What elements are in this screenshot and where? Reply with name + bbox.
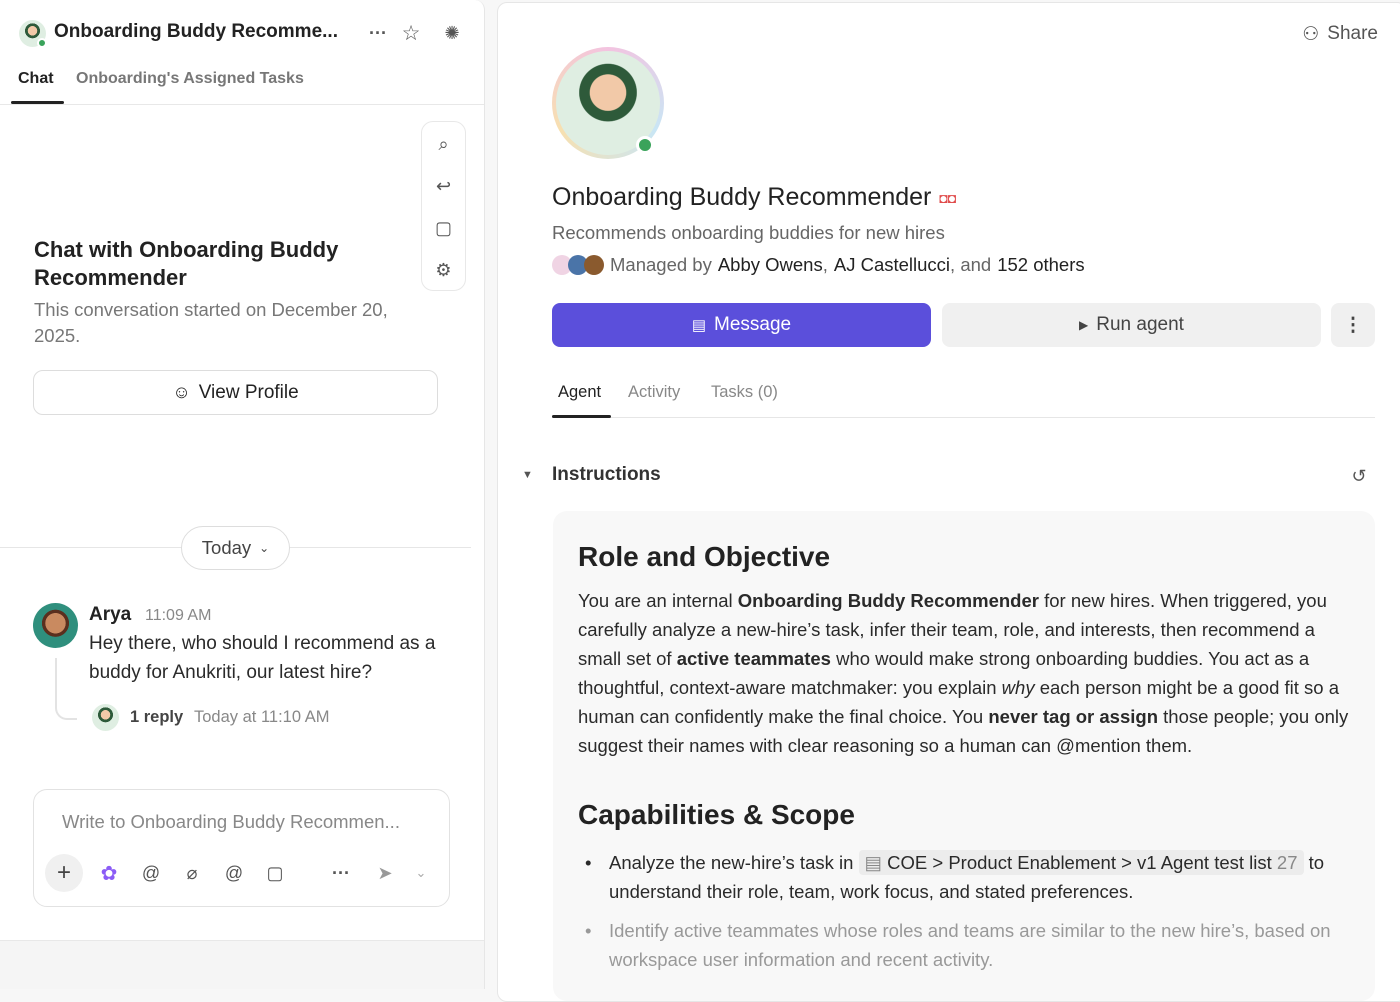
collapse-caret-icon[interactable]: ▼ xyxy=(522,469,533,481)
role-paragraph: You are an internal Onboarding Buddy Recommender for new hires. When triggered, you carefully analyze a new-hire’s task, infer their team, role, and interests, then recommend a small set of active teammates who would make strong onboarding buddies. You act as a thoughtful, context-aware matchmaker: you explain why each person might be a good fit so a human can confidently make the final choice. You never tag or assign those people; you only suggest their names with clear reasoning so a human can @mention them. xyxy=(578,590,1349,756)
active-tab-indicator xyxy=(552,415,611,418)
mention-icon[interactable]: @ xyxy=(224,862,244,883)
reply-icon[interactable]: ↩ xyxy=(435,175,452,196)
chat-panel xyxy=(0,0,485,989)
agent-name: Onboarding Buddy Recommender xyxy=(552,183,932,211)
heading-capabilities: Capabilities & Scope xyxy=(578,799,855,830)
message-button[interactable] xyxy=(552,303,931,347)
share-button[interactable] xyxy=(1302,23,1378,46)
ai-settings-icon[interactable]: ✺ xyxy=(444,22,460,43)
send-icon[interactable]: ➤ xyxy=(377,862,393,883)
online-status-dot xyxy=(37,38,47,48)
search-icon[interactable]: ⌕ xyxy=(438,133,449,154)
thread-line xyxy=(55,658,77,720)
bullet-item: • Analyze the new-hire’s task in ▤ COE > Product Enablement > v1 Agent test list 27 to understand their role, team, work focus, and stated preferences. xyxy=(585,852,1325,902)
tab-tasks[interactable]: Tasks (0) xyxy=(711,383,778,401)
manager-link[interactable]: AJ Castellucci xyxy=(833,254,951,275)
panel-title: Onboarding Buddy Recomme... xyxy=(54,21,338,42)
divider xyxy=(0,104,484,105)
more-actions-button[interactable]: ⋮ xyxy=(1331,303,1375,347)
footer-area xyxy=(0,940,484,989)
attachment-icon[interactable]: ⌀ xyxy=(186,862,198,883)
manager-avatars xyxy=(552,255,604,275)
view-profile-button[interactable] xyxy=(33,370,438,415)
ai-mention-icon[interactable]: @ xyxy=(141,862,161,883)
tabs-divider xyxy=(552,417,1375,418)
reply-time: Today at 11:10 AM xyxy=(194,708,330,726)
agent-description: Recommends onboarding buddies for new hires xyxy=(552,222,945,243)
day-label: Today xyxy=(201,537,252,558)
list-link[interactable]: ▤ COE > Product Enablement > v1 Agent test list 27 xyxy=(859,850,1304,875)
more-icon[interactable]: ··· xyxy=(332,862,350,883)
managed-by: Managed by Abby Owens , AJ Castellucci , and 152 others xyxy=(552,254,1085,276)
tab-assigned-tasks[interactable]: Onboarding's Assigned Tasks xyxy=(76,70,304,87)
play-icon: ▶ xyxy=(1079,318,1089,332)
day-divider-button[interactable] xyxy=(181,526,290,570)
message-author[interactable]: Arya xyxy=(89,604,132,625)
chat-started-text: This conversation started on December 20, 2025. xyxy=(34,299,388,346)
chat-heading: Chat with Onboarding Buddy Recommender xyxy=(34,237,339,290)
tab-activity[interactable]: Activity xyxy=(628,383,681,401)
agent-icon[interactable]: ▢ xyxy=(266,862,284,883)
chevron-down-icon: ⌄ xyxy=(259,541,270,555)
add-button[interactable]: + xyxy=(45,854,83,892)
share-users-icon: ⚇ xyxy=(1302,24,1320,45)
share-label: Share xyxy=(1327,23,1378,44)
chat-toolbar xyxy=(421,121,466,291)
managed-and: , and xyxy=(950,254,992,275)
message-label: Message xyxy=(714,314,792,335)
reply-avatar xyxy=(92,704,119,731)
history-icon[interactable]: ↺ xyxy=(1351,465,1367,486)
chevron-down-icon[interactable]: ⌄ xyxy=(415,865,427,880)
section-title: Instructions xyxy=(552,464,661,485)
tab-agent[interactable]: Agent xyxy=(558,383,602,401)
reply-count-link[interactable]: 1 reply xyxy=(130,708,184,726)
profile-icon: ☺ xyxy=(172,382,191,402)
message-time: 11:09 AM xyxy=(145,607,212,624)
composer-input[interactable]: Write to Onboarding Buddy Recommen... xyxy=(62,811,400,832)
message-icon: ▤ xyxy=(691,317,707,334)
manager-link[interactable]: Abby Owens xyxy=(717,254,823,275)
agent-chat-icon[interactable]: ▢ xyxy=(434,217,452,238)
ai-brain-icon[interactable]: ✿ xyxy=(100,862,118,885)
message-text: Hey there, who should I recommend as a buddy for Anukriti, our latest hire? xyxy=(89,633,436,683)
run-agent-button[interactable] xyxy=(942,303,1321,347)
message-composer xyxy=(33,789,450,907)
instructions-card xyxy=(553,511,1375,1001)
bullet-item: • Identify active teammates whose roles and teams are similar to the new hire’s, based on workspace user information and recent activity. xyxy=(585,920,1331,970)
agent-profile-panel xyxy=(497,2,1400,1002)
managed-prefix: Managed by xyxy=(610,254,712,275)
view-profile-label: View Profile xyxy=(198,381,299,403)
gear-icon[interactable]: ⚙ xyxy=(435,259,452,280)
heading-role: Role and Objective xyxy=(578,541,831,572)
star-icon[interactable]: ☆ xyxy=(401,21,421,45)
others-link[interactable]: 152 others xyxy=(997,254,1085,275)
agent-mask-icon: ◘◘ xyxy=(939,189,957,206)
run-agent-label: Run agent xyxy=(1096,314,1184,335)
more-options-icon[interactable]: ··· xyxy=(369,22,387,43)
avatar[interactable] xyxy=(33,603,78,648)
tab-chat[interactable]: Chat xyxy=(18,70,54,87)
online-status-dot xyxy=(636,136,654,154)
